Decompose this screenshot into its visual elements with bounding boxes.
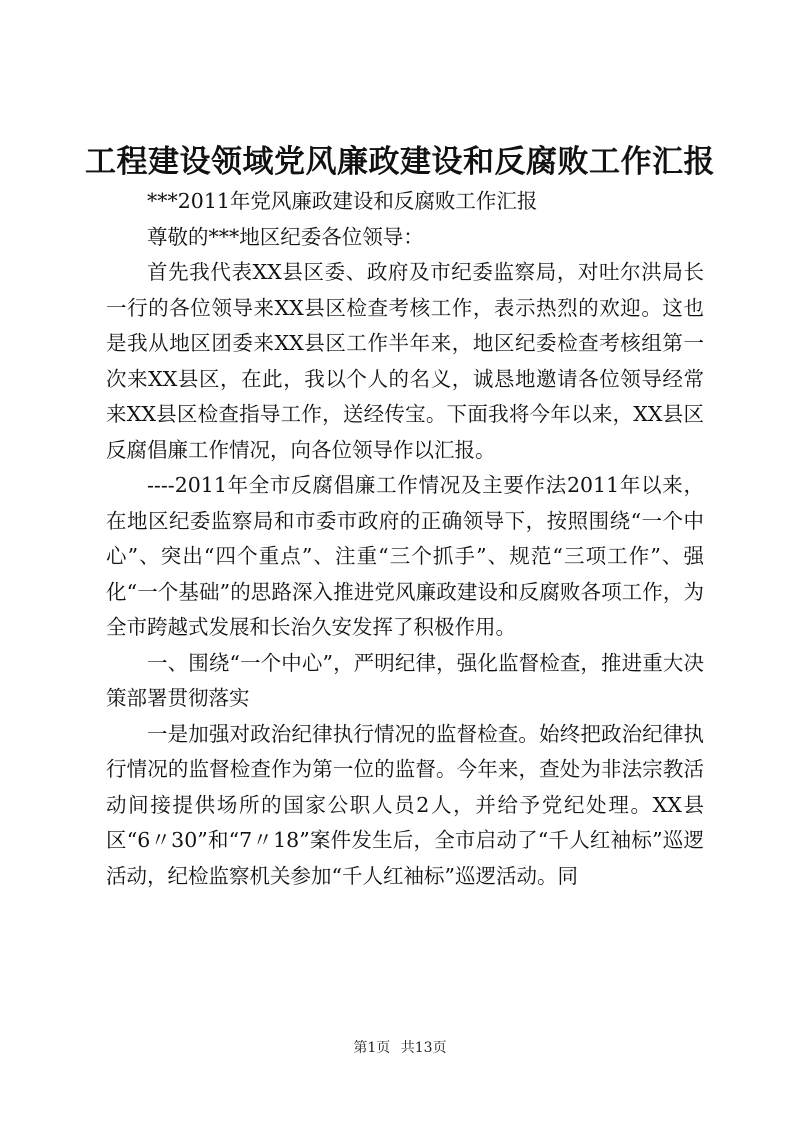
section-heading-1: 一、围绕“一个中心”，严明纪律，强化监督检查，推进重大决策部署贯彻落实	[106, 650, 704, 710]
paragraph-intro: 首先我代表XX县区委、政府及市纪委监察局，对吐尔洪局长一行的各位领导来XX县区检查考核工作，表示热烈的欢迎。这也是我从地区团委来XX县区工作半年来，地区纪委检查考核组第一次来XX县区，在此，我以个人的名义，诚恳地邀请各位领导经常来XX县区检查指导工作，送经传宝。下面我将今年以来，XX县区反腐倡廉工作情况，向各位领导作以汇报。	[106, 260, 704, 462]
page-footer	[0, 1038, 800, 1058]
document-body	[106, 184, 704, 894]
page-total: 共13页	[400, 1040, 447, 1056]
paragraph-overview: ----2011年全市反腐倡廉工作情况及主要作法2011年以来，在地区纪委监察局和市委市政府的正确领导下，按照围绕“一个中心”、突出“四个重点”、注重“三个抓手”、规范“三项工作”、强化“一个基础”的思路深入推进党风廉政建设和反腐败各项工作，为全市跨越式发展和长治久安发挥了积极作用。	[106, 473, 704, 639]
report-subtitle: ***2011年党风廉政建设和反腐败工作汇报	[147, 189, 538, 213]
document-title: 工程建设领域党风廉政建设和反腐败工作汇报	[85, 144, 715, 180]
salutation: 尊敬的***地区纪委各位领导：	[147, 224, 424, 249]
page-number: 第1页	[353, 1040, 391, 1056]
paragraph-political-discipline: 一是加强对政治纪律执行情况的监督检查。始终把政治纪律执行情况的监督检查作为第一位的监督。今年来，查处为非法宗教活动间接提供场所的国家公职人员2人，并给予党纪处理。XX县区“6〃30”和“7〃18”案件发生后，全市启动了“千人红袖标”巡逻活动，纪检监察机关参加“千人红袖标”巡逻活动。同	[106, 721, 704, 888]
